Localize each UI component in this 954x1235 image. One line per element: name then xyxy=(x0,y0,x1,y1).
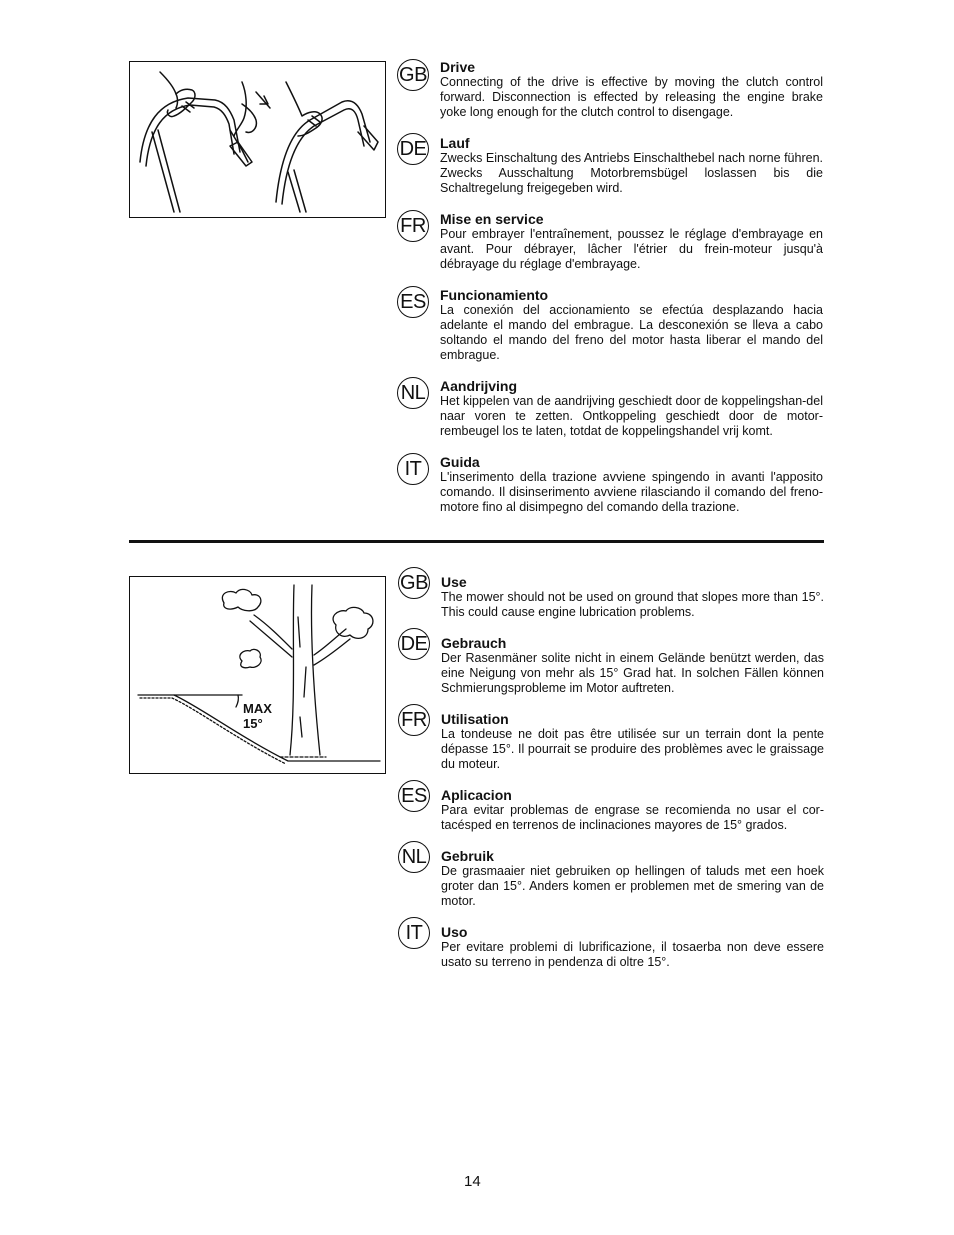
angle-label: 15° xyxy=(243,716,263,731)
drive-entry-gb xyxy=(440,59,823,120)
entry-text: La tondeuse ne doit pas être utilisée sur un terrain dont la pente dépasse 15°. Il pourrait se produire des problèmes avec le graissage du moteur. xyxy=(441,727,824,771)
use-entry-fr xyxy=(441,711,824,772)
entry-title: Aandrijving xyxy=(440,378,518,394)
language-badge-gb: GB xyxy=(398,567,430,599)
use-entry-nl xyxy=(441,848,824,909)
entry-title: Guida xyxy=(440,454,480,470)
entry-title: Aplicacion xyxy=(441,787,512,803)
entry-title: Drive xyxy=(440,59,476,75)
entry-text: Para evitar problemas de engrase se recomienda no usar el cor-tacésped en terrenos de inclinaciones mayores de 15° grados. xyxy=(441,803,824,832)
entry-title: Mise en service xyxy=(440,211,544,227)
entry-title: Lauf xyxy=(440,135,470,151)
language-badge-nl: NL xyxy=(398,841,430,873)
entry-text: La conexión del accionamiento se efectúa desplazando hacia adelante el mando del embrague. La desconexión se lleva a cabo soltando el mando del freno del motor hasta liberar el mando del embrague. xyxy=(440,303,823,362)
page-number: 14 xyxy=(464,1173,481,1190)
drive-entry-de xyxy=(440,135,823,196)
drive-entry-it xyxy=(440,454,823,515)
language-badge-fr: FR xyxy=(398,704,430,736)
max-slope-label xyxy=(243,701,272,731)
entry-text: Connecting of the drive is effective by moving the clutch control forward. Disconnection is effected by releasing the engine brake yoke long enough for the clutch control to disengage. xyxy=(440,75,823,119)
entry-text: Het kippelen van de aandrijving geschiedt door de koppelingshan-del naar voren te zetten. Ontkoppeling geschiedt door de motor-rembeugel los te laten, totdat de koppelingshandel vrij komt. xyxy=(440,394,823,438)
language-badge-fr: FR xyxy=(397,210,429,242)
use-entry-es xyxy=(441,787,824,833)
entry-text: Zwecks Einschaltung des Antriebs Einschalthebel nach norne führen. Zwecks Ausschaltung Motorbremsbügel loslassen bis die Schaltregelung freigegeben wird. xyxy=(440,151,823,195)
use-entry-de xyxy=(441,635,824,696)
entry-title: Utilisation xyxy=(441,711,509,727)
language-badge-es: ES xyxy=(398,780,430,812)
drive-entry-nl xyxy=(440,378,823,439)
entry-text: Der Rasenmäner solite nicht in einem Gelände benützt werden, das eine Neigung von mehr als 15° Grad hat. In solchen Fällen können Schmierungsprobleme im Motor auftreten. xyxy=(441,651,824,695)
language-badge-it: IT xyxy=(398,917,430,949)
max-label: MAX xyxy=(243,701,272,716)
entry-text: Per evitare problemi di lubrificazione, il tosaerba non deve essere usato su terreno in pendenza di oltre 15°. xyxy=(441,940,824,969)
entry-text: The mower should not be used on ground that slopes more than 15°. This could cause engine lubrication problems. xyxy=(441,590,824,619)
language-badge-nl: NL xyxy=(397,377,429,409)
entry-text: De grasmaaier niet gebruiken op hellingen of taluds met een hoek groter dan 15°. Anders komen er problemen met de smering van de motor. xyxy=(441,864,824,908)
drive-entry-es xyxy=(440,287,823,363)
entry-title: Funcionamiento xyxy=(440,287,549,303)
entry-title: Gebrauch xyxy=(441,635,507,651)
entry-title: Gebruik xyxy=(441,848,494,864)
language-badge-es: ES xyxy=(397,286,429,318)
section-divider xyxy=(129,540,824,543)
drive-illustration xyxy=(129,61,386,218)
entry-text: Pour embrayer l'entraînement, poussez le réglage d'embrayage en avant. Pour débrayer, lâcher l'étrier du frein-moteur jusqu'à débrayage du réglage d'embrayage. xyxy=(440,227,823,271)
language-badge-it: IT xyxy=(397,453,429,485)
use-entry-it xyxy=(441,924,824,970)
entry-title: Uso xyxy=(441,924,468,940)
language-badge-de: DE xyxy=(397,133,429,165)
entry-text: L'inserimento della trazione avviene spingendo in avanti l'apposito comando. Il disinserimento avviene rilasciando il comando del freno-motore fino al disimpegno del comando della trazione. xyxy=(440,470,823,514)
entry-title: Use xyxy=(441,574,467,590)
drive-entry-fr xyxy=(440,211,823,272)
use-entry-gb xyxy=(441,574,824,620)
language-badge-gb: GB xyxy=(397,59,429,91)
slope-illustration xyxy=(129,576,386,774)
language-badge-de: DE xyxy=(398,628,430,660)
